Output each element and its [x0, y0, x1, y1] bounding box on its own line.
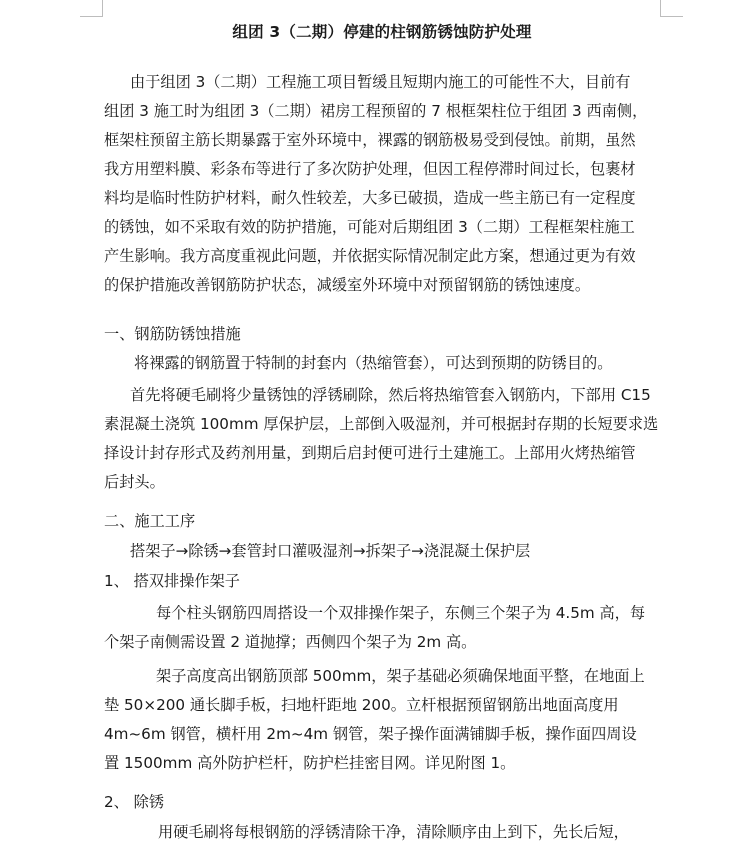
intro-line: 组团 3 施工时为组团 3（二期）裙房工程预留的 7 根框架柱位于组团 3 西南侧，	[104, 102, 648, 120]
intro-line: 料均是临时性防护材料，耐久性较差，大多已破损，造成一些主筋已有一定程度	[104, 189, 636, 207]
step1-line: 垫 50×200 通长脚手板，扫地杆距地 200。立杆根据预留钢筋出地面高度用	[104, 696, 619, 714]
step1-paragraph-2	[104, 662, 660, 778]
page-corner-mark-right	[660, 0, 683, 17]
step-heading-2: 2、 除锈	[104, 793, 165, 811]
document-title: 组团 3（二期）停建的柱钢筋锈蚀防护处理	[232, 23, 532, 41]
step2-paragraph-1: 用硬毛刷将每根钢筋的浮锈清除干净，清除顺序由上到下，先长后短，	[158, 823, 629, 841]
step1-paragraph-1	[104, 599, 660, 657]
section-heading-2: 二、施工工序	[104, 512, 196, 530]
process-flow: 搭架子→除锈→套管封口灌吸湿剂→拆架子→浇混凝土保护层	[130, 542, 531, 560]
section1-line: 后封头。	[104, 473, 165, 491]
step-heading-1: 1、 搭双排操作架子	[104, 572, 240, 590]
section1-line: 素混凝土浇筑 100mm 厚保护层，上部倒入吸湿剂，并可根据封存期的长短要求选	[104, 415, 659, 433]
section1-line: 首先将硬毛刷将少量锈蚀的浮锈刷除，然后将热缩管套入钢筋内，下部用 C15	[130, 386, 651, 404]
section-heading-1: 一、钢筋防锈蚀措施	[104, 325, 241, 343]
intro-line: 由于组团 3（二期）工程施工项目暂缓且短期内施工的可能性不大，目前有	[130, 73, 631, 91]
step1-line: 置 1500mm 高外防护栏杆，防护栏挂密目网。详见附图 1。	[104, 754, 516, 772]
section1-paragraph-2	[104, 381, 660, 497]
step1-line: 每个柱头钢筋四周搭设一个双排操作架子，东侧三个架子为 4.5m 高，每	[156, 604, 646, 622]
intro-line: 产生影响。我方高度重视此问题，并依据实际情况制定此方案，想通过更为有效	[104, 247, 636, 265]
step1-line: 4m~6m 钢管，横杆用 2m~4m 钢管，架子操作面满铺脚手板，操作面四周设	[104, 725, 637, 743]
intro-line: 框架柱预留主筋长期暴露于室外环境中，裸露的钢筋极易受到侵蚀。前期，虽然	[104, 131, 636, 149]
page-corner-mark-left	[80, 0, 103, 17]
step1-line: 个架子南侧需设置 2 道抛撑；西侧四个架子为 2m 高。	[104, 633, 477, 651]
intro-line: 的保护措施改善钢筋防护状态，减缓室外环境中对预留钢筋的锈蚀速度。	[104, 276, 590, 294]
section1-paragraph-1: 将裸露的钢筋置于特制的封套内（热缩管套），可达到预期的防锈目的。	[134, 354, 613, 372]
step1-line: 架子高度高出钢筋顶部 500mm，架子基础必须确保地面平整，在地面上	[156, 667, 645, 685]
intro-line: 我方用塑料膜、彩条布等进行了多次防护处理，但因工程停滞时间过长，包裹材	[104, 160, 636, 178]
intro-line: 的锈蚀，如不采取有效的防护措施，可能对后期组团 3（二期）工程框架柱施工	[104, 218, 635, 236]
intro-paragraph	[104, 68, 660, 300]
section1-line: 择设计封存形式及药剂用量，到期后启封便可进行土建施工。上部用火烤热缩管	[104, 444, 636, 462]
